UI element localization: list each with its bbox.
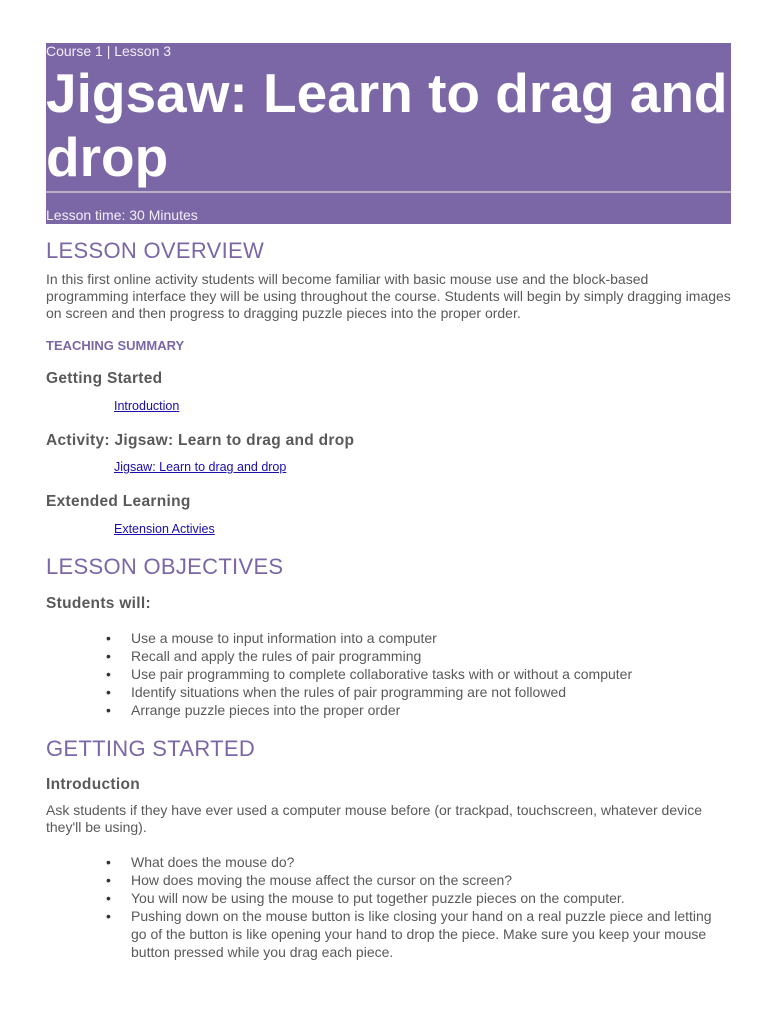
- list-item: • Pushing down on the mouse button is like closing your hand on a real puzzle piece and letting go of the button is like opening your hand to drop the piece. Make sure you keep your mouse button pressed while you drag each piece.: [106, 908, 712, 960]
- list-item: • You will now be using the mouse to put together puzzle pieces on the computer.: [106, 890, 625, 906]
- bullet-icon: •: [106, 908, 111, 924]
- objectives-list: [46, 629, 731, 719]
- teaching-summary-heading: TEACHING SUMMARY: [46, 338, 185, 353]
- bullet-icon: •: [106, 684, 111, 700]
- lesson-page: [46, 43, 731, 960]
- page-title: Jigsaw: Learn to drag and drop: [46, 62, 728, 188]
- summary-section-title: Activity: Jigsaw: Learn to drag and drop: [46, 432, 355, 449]
- list-item: • Arrange puzzle pieces into the proper order: [106, 702, 401, 718]
- list-item: • Identify situations when the rules of pair programming are not followed: [106, 684, 567, 700]
- introduction-subheading: Introduction: [46, 776, 140, 793]
- bullet-icon: •: [106, 854, 111, 870]
- summary-section-title: Getting Started: [46, 370, 163, 387]
- introduction-text: Ask students if they have ever used a computer mouse before (or trackpad, touchscreen, whatever device they'll be using).: [46, 802, 703, 835]
- lesson-banner: [46, 43, 731, 224]
- bullet-icon: •: [106, 648, 111, 664]
- lesson-time: Lesson time: 30 Minutes: [46, 207, 198, 223]
- extension-activities-link[interactable]: Extension Activies: [114, 522, 215, 536]
- bullet-icon: •: [106, 630, 111, 646]
- lesson-overview-text: In this first online activity students will become familiar with basic mouse use and the block-based programming interface they will be using throughout the course. Students will begin by simply dragging images on screen and then progress to dragging puzzle pieces into the proper order.: [46, 271, 731, 321]
- list-item: • Use a mouse to input information into a computer: [106, 630, 437, 646]
- bullet-icon: •: [106, 666, 111, 682]
- summary-section-title: Extended Learning: [46, 493, 191, 510]
- introduction-list: [46, 853, 731, 961]
- lesson-objectives-heading: LESSON OBJECTIVES: [46, 554, 284, 579]
- jigsaw-activity-link[interactable]: Jigsaw: Learn to drag and drop: [114, 460, 287, 474]
- banner-divider: [46, 191, 731, 193]
- objectives-subheading: Students will:: [46, 595, 151, 612]
- introduction-link[interactable]: Introduction: [114, 399, 180, 413]
- list-item: • How does moving the mouse affect the cursor on the screen?: [106, 872, 513, 888]
- list-item: • Recall and apply the rules of pair programming: [106, 648, 422, 664]
- course-breadcrumb: Course 1 | Lesson 3: [46, 43, 172, 59]
- getting-started-heading: GETTING STARTED: [46, 736, 256, 761]
- list-item: • Use pair programming to complete collaborative tasks with or without a computer: [106, 666, 633, 682]
- bullet-icon: •: [106, 702, 111, 718]
- lesson-overview-heading: LESSON OVERVIEW: [46, 238, 265, 263]
- list-item: • What does the mouse do?: [106, 854, 295, 870]
- bullet-icon: •: [106, 872, 111, 888]
- bullet-icon: •: [106, 890, 111, 906]
